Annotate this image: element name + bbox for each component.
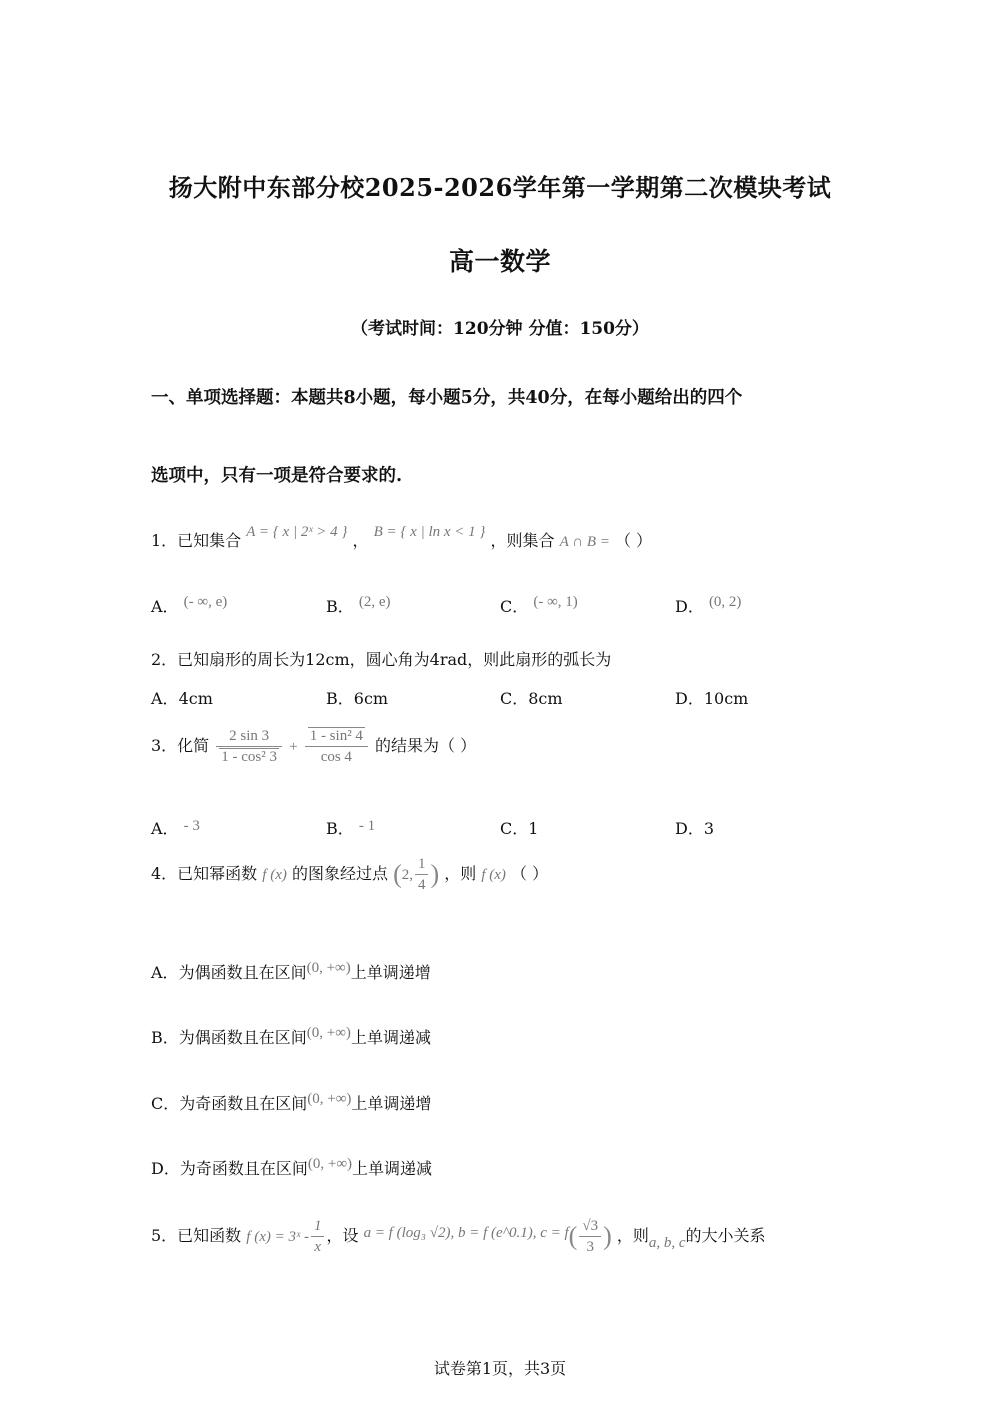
- option-label: C．: [500, 689, 529, 708]
- option-tail: 上单调递减: [350, 1028, 431, 1047]
- q1-option-a[interactable]: [151, 594, 227, 617]
- option-label: B．: [326, 597, 354, 616]
- option-value: 6cm: [353, 689, 389, 708]
- q3-fraction-2: [305, 726, 368, 767]
- option-label: C．: [151, 1094, 180, 1113]
- q5-paren-left: (: [568, 1221, 578, 1251]
- q4-mid: 的图象经过点: [291, 864, 388, 883]
- q5-c-den: 3: [586, 1239, 594, 1255]
- option-value: 3: [703, 819, 715, 838]
- q3-prefix: 3．化简: [151, 736, 210, 755]
- option-tail: 上单调递增: [351, 1094, 432, 1113]
- q5-tail: 的大小关系: [685, 1226, 766, 1245]
- q2-option-b[interactable]: [326, 686, 388, 709]
- option-label: C．: [500, 597, 529, 616]
- q5-c-frac: [579, 1216, 601, 1257]
- option-label: D．: [675, 689, 704, 708]
- option-label: A．: [151, 689, 179, 708]
- q2-option-c[interactable]: [500, 686, 563, 709]
- question-3: [151, 726, 476, 767]
- q3-suffix: 的结果为（ ）: [375, 736, 477, 755]
- section-heading-line2: 选项中，只有一项是符合要求的.: [151, 466, 403, 486]
- q4-prefix: 4．已知幂函数: [151, 864, 258, 883]
- q3-num-1: 2 sin 3: [216, 726, 282, 747]
- q5-frac-num: 1: [311, 1216, 325, 1237]
- q3-option-c[interactable]: [500, 816, 538, 839]
- option-label: D．: [151, 1159, 180, 1178]
- q4-fx-2: f (x): [481, 867, 506, 883]
- option-interval: (0, +∞): [306, 1025, 351, 1041]
- q1-set-a: A = { x | 2ˣ > 4 }: [246, 524, 348, 540]
- question-1: [151, 524, 653, 551]
- q4-blank: （ ）: [511, 864, 549, 883]
- exam-info: （考试时间：120分钟 分值：150分）: [351, 319, 649, 339]
- q3-den-2: cos 4: [320, 749, 352, 765]
- option-tail: 上单调递减: [352, 1159, 433, 1178]
- option-label: A．: [151, 597, 179, 616]
- q4-option-d[interactable]: [151, 1156, 432, 1179]
- q4-point-x: 2,: [401, 867, 413, 883]
- q5-vars: a, b, c: [648, 1235, 686, 1251]
- q1-option-b[interactable]: [326, 594, 391, 617]
- exam-title: 扬大附中东部分校2025-2026学年第一学期第二次模块考试: [168, 173, 832, 202]
- q3-plus: +: [289, 739, 298, 755]
- q2-option-d[interactable]: [675, 686, 748, 709]
- page-footer: 试卷第1页，共3页: [433, 1359, 567, 1378]
- q4-option-a[interactable]: [151, 960, 431, 983]
- option-text: 为奇函数且在区间: [179, 1159, 308, 1178]
- q3-option-b[interactable]: [326, 816, 375, 839]
- q1-blank: （ ）: [614, 531, 653, 550]
- q1-option-d[interactable]: [675, 594, 741, 617]
- option-value: - 3: [183, 818, 200, 834]
- q3-den-1: 1 - cos² 3: [221, 749, 278, 765]
- q4-paren-right: ): [430, 859, 440, 889]
- q3-option-d[interactable]: [675, 816, 714, 839]
- option-tail: 上单调递增: [350, 963, 431, 982]
- q5-c-num: √3: [579, 1216, 601, 1237]
- option-value: (- ∞, 1): [533, 594, 578, 610]
- q1-suffix: ，则集合: [490, 531, 555, 550]
- option-interval: (0, +∞): [306, 960, 351, 976]
- option-text: 为偶函数且在区间: [178, 963, 307, 982]
- option-value: 10cm: [703, 689, 749, 708]
- q5-frac-den: x: [314, 1239, 322, 1255]
- option-value: 1: [528, 819, 539, 838]
- q1-expr: A ∩ B =: [559, 534, 610, 550]
- q1-sep: ，: [352, 531, 369, 550]
- option-label: D．: [675, 597, 704, 616]
- option-value: 8cm: [528, 689, 563, 708]
- q4-suffix: ，则: [444, 864, 477, 883]
- q1-set-b: B = { x | ln x < 1 }: [373, 524, 486, 540]
- option-label: B．: [151, 1028, 179, 1047]
- option-label: B．: [326, 819, 354, 838]
- q4-option-b[interactable]: [151, 1025, 431, 1048]
- q5-suffix: ，则: [616, 1226, 649, 1245]
- q1-option-c[interactable]: [500, 594, 578, 617]
- option-value: 4cm: [178, 689, 213, 708]
- option-label: B．: [326, 689, 354, 708]
- q5-abc-def: a = f (log₃ √2), b = f (e^0.1), c = f: [363, 1225, 569, 1241]
- option-value: (- ∞, e): [183, 594, 228, 610]
- q5-paren-right: ): [603, 1221, 612, 1251]
- q5-prefix: 5．已知函数: [151, 1226, 242, 1245]
- exam-subject: 高一数学: [448, 247, 551, 276]
- question-2: 2．已知扇形的周长为12cm，圆心角为4rad，则此扇形的弧长为: [151, 650, 612, 669]
- q4-point-frac: [415, 854, 429, 895]
- option-value: - 1: [358, 818, 376, 834]
- q4-point-den: 4: [417, 877, 426, 893]
- q5-fraction: [311, 1216, 325, 1257]
- q4-paren-left: (: [393, 859, 402, 889]
- q5-fdef: f (x) = 3ˣ -: [246, 1229, 309, 1245]
- q2-option-a[interactable]: [151, 686, 213, 709]
- q1-prefix: 1．已知集合: [151, 531, 242, 550]
- option-text: 为偶函数且在区间: [178, 1028, 307, 1047]
- option-label: D．: [675, 819, 704, 838]
- q4-fx: f (x): [262, 867, 287, 883]
- section-heading-line1: 一、单项选择题：本题共8小题，每小题5分，共40分，在每小题给出的四个: [151, 388, 743, 408]
- question-4: [151, 854, 548, 895]
- option-interval: (0, +∞): [307, 1091, 352, 1107]
- question-5: [151, 1216, 766, 1257]
- q4-point-num: 1: [415, 854, 429, 875]
- option-label: C．: [500, 819, 529, 838]
- option-value: (0, 2): [708, 594, 742, 610]
- option-interval: (0, +∞): [307, 1156, 353, 1172]
- option-label: A．: [151, 963, 179, 982]
- q4-option-c[interactable]: [151, 1091, 431, 1114]
- option-label: A．: [151, 819, 179, 838]
- option-value: (2, e): [358, 594, 391, 610]
- q3-option-a[interactable]: [151, 816, 200, 839]
- option-text: 为奇函数且在区间: [179, 1094, 308, 1113]
- q3-num-2: 1 - sin² 4: [309, 728, 363, 744]
- q5-mid: ，设: [326, 1226, 359, 1245]
- q3-fraction-1: [216, 726, 282, 767]
